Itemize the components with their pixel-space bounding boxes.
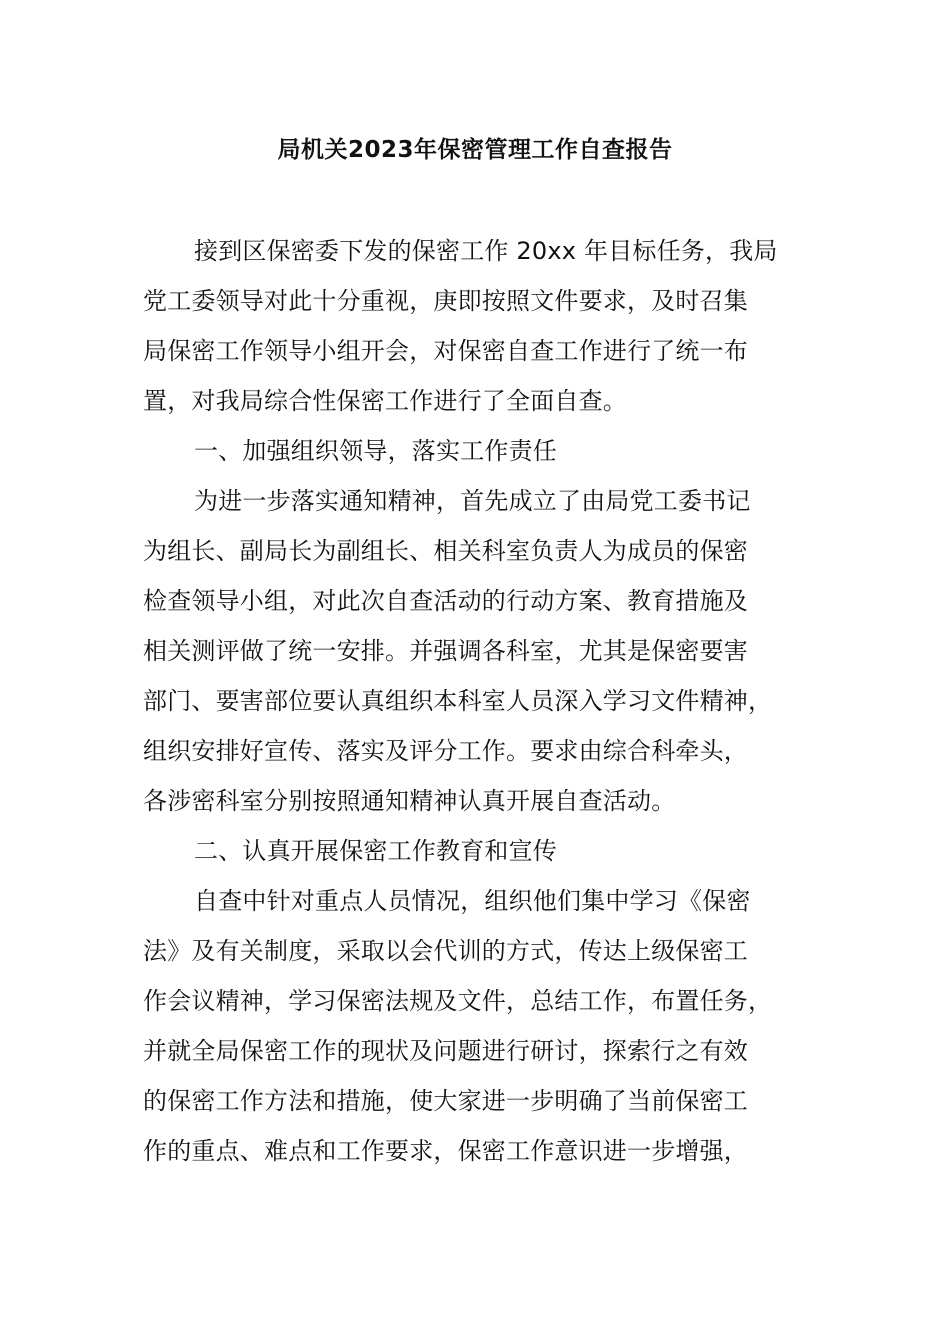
section-heading-1: 一、加强组织领导，落实工作责任 [194, 437, 557, 465]
text-line: 作的重点、难点和工作要求，保密工作意识进一步增强， [143, 1137, 748, 1165]
text-line: 相关测评做了统一安排。并强调各科室，尤其是保密要害 [143, 637, 748, 665]
text-line: 并就全局保密工作的现状及问题进行研讨，探索行之有效 [143, 1037, 748, 1065]
text-line: 各涉密科室分别按照通知精神认真开展自查活动。 [143, 787, 676, 815]
text-line: 自查中针对重点人员情况，组织他们集中学习《保密 [194, 887, 751, 915]
section-heading-2: 二、认真开展保密工作教育和宣传 [194, 837, 557, 865]
text-line: 的保密工作方法和措施，使大家进一步明确了当前保密工 [143, 1087, 748, 1115]
text-line: 局保密工作领导小组开会，对保密自查工作进行了统一布 [143, 337, 748, 365]
document-title: 局机关2023年保密管理工作自查报告 [277, 137, 673, 163]
text-line: 部门、要害部位要认真组织本科室人员深入学习文件精神， [143, 687, 773, 715]
text-line: 置，对我局综合性保密工作进行了全面自查。 [143, 387, 627, 415]
text-line: 组织安排好宣传、落实及评分工作。要求由综合科牵头， [143, 737, 748, 765]
text-line: 接到区保密委下发的保密工作 20xx 年目标任务，我局 [194, 237, 778, 265]
text-line: 法》及有关制度，采取以会代训的方式，传达上级保密工 [143, 937, 748, 965]
text-line: 为进一步落实通知精神，首先成立了由局党工委书记 [194, 487, 751, 515]
text-line: 为组长、副局长为副组长、相关科室负责人为成员的保密 [143, 537, 748, 565]
text-line: 检查领导小组，对此次自查活动的行动方案、教育措施及 [143, 587, 748, 615]
text-line: 党工委领导对此十分重视，庚即按照文件要求，及时召集 [143, 287, 748, 315]
document-body [143, 226, 808, 1176]
text-line: 作会议精神，学习保密法规及文件，总结工作，布置任务， [143, 987, 773, 1015]
